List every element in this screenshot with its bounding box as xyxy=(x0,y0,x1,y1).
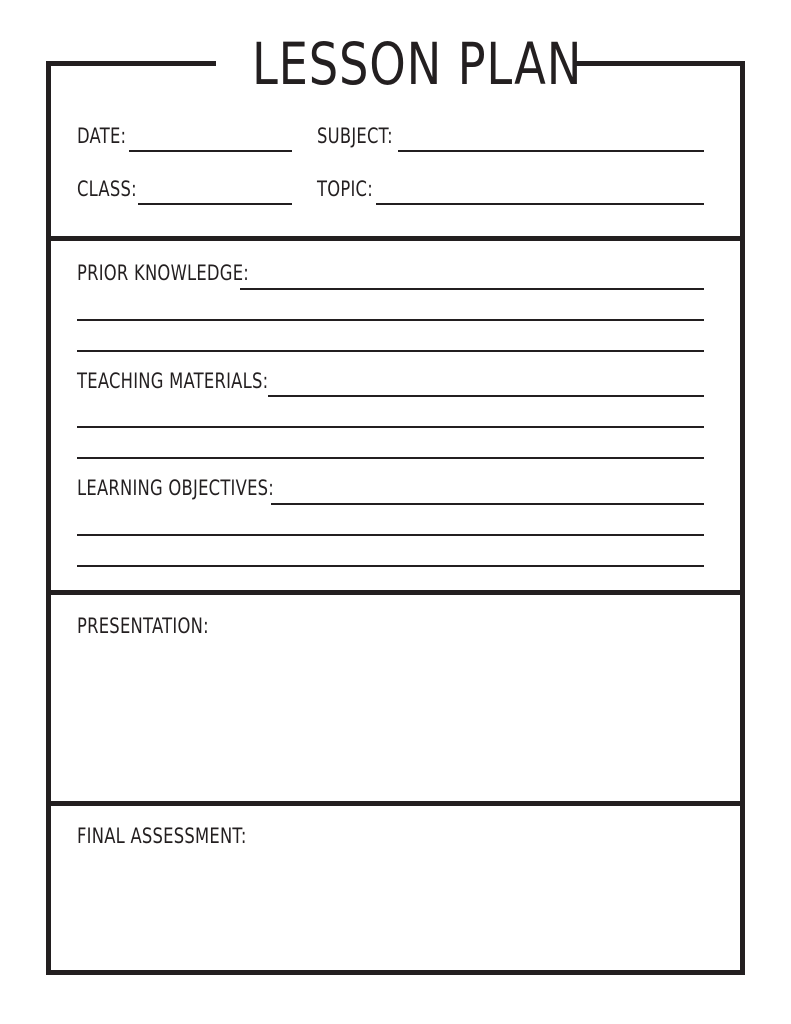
class-label: CLASS: xyxy=(77,177,137,201)
prior-knowledge-line[interactable] xyxy=(77,319,704,321)
prior-knowledge-line[interactable] xyxy=(77,350,704,352)
teaching-materials-line[interactable] xyxy=(268,395,704,397)
prior-knowledge-label: PRIOR KNOWLEDGE: xyxy=(77,261,250,285)
section-divider xyxy=(46,236,745,241)
class-field[interactable] xyxy=(138,203,292,205)
final-assessment-label: FINAL ASSESSMENT: xyxy=(77,824,247,848)
learning-objectives-line[interactable] xyxy=(77,565,704,567)
topic-field[interactable] xyxy=(376,203,704,205)
learning-objectives-line[interactable] xyxy=(77,534,704,536)
learning-objectives-label: LEARNING OBJECTIVES: xyxy=(77,476,275,500)
prior-knowledge-line[interactable] xyxy=(240,288,704,290)
subject-label: SUBJECT: xyxy=(317,124,393,148)
subject-field[interactable] xyxy=(398,150,704,152)
teaching-materials-line[interactable] xyxy=(77,457,704,459)
date-field[interactable] xyxy=(129,150,292,152)
section-divider xyxy=(46,801,745,806)
section-divider xyxy=(46,590,745,595)
page-title: LESSON PLAN xyxy=(252,30,583,98)
teaching-materials-line[interactable] xyxy=(77,426,704,428)
date-label: DATE: xyxy=(77,124,127,148)
learning-objectives-line[interactable] xyxy=(271,503,704,505)
topic-label: TOPIC: xyxy=(317,177,373,201)
teaching-materials-label: TEACHING MATERIALS: xyxy=(77,369,269,393)
presentation-label: PRESENTATION: xyxy=(77,614,209,638)
